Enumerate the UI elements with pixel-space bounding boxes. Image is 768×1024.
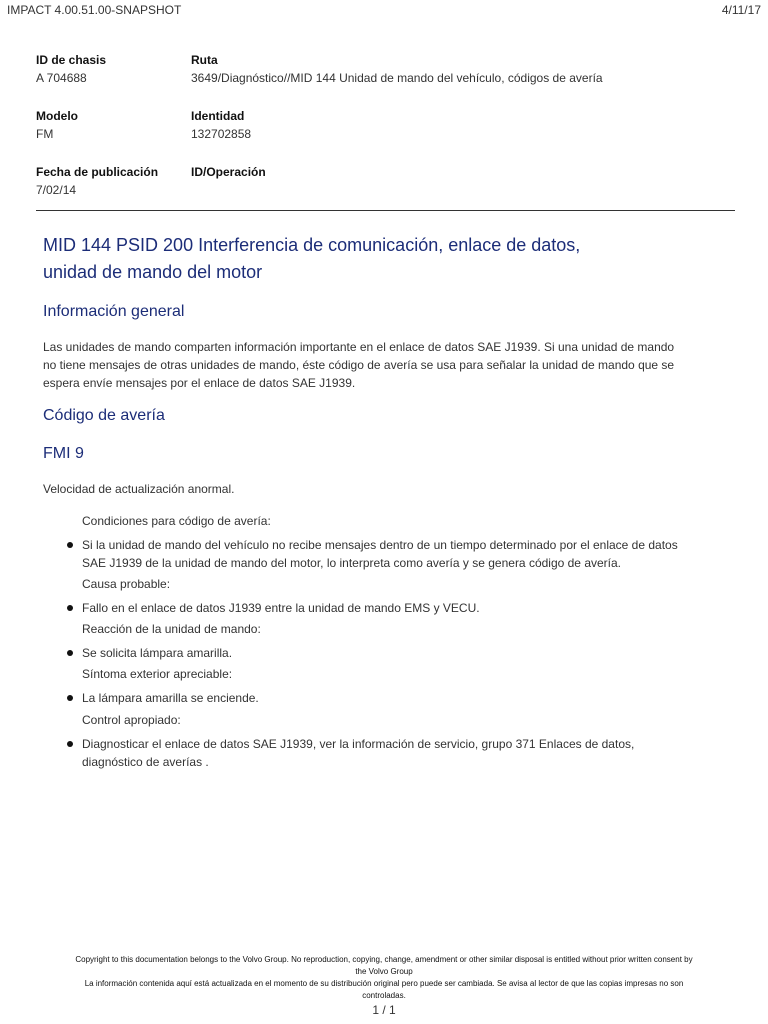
conditions-line-1: Si la unidad de mando del vehículo no recibe mensajes dentro de un tiempo determinado por el enlace de datos [82, 538, 678, 552]
metadata-table [36, 53, 736, 221]
control-line-2: diagnóstico de averías . [82, 755, 209, 769]
model-value: FM [36, 127, 54, 141]
model-label: Modelo [36, 109, 78, 123]
route-value: 3649/Diagnóstico//MID 144 Unidad de mando del vehículo, códigos de avería [191, 71, 603, 85]
general-line-1: Las unidades de mando comparten información importante en el enlace de datos SAE J1939. Si una unidad de mando [43, 340, 675, 354]
metadata-row-chassis [36, 53, 736, 109]
general-line-3: espera envíe mensajes por el enlace de datos SAE J1939. [43, 376, 356, 390]
symptom-label: Síntoma exterior apreciable: [82, 667, 233, 681]
general-line-2: no tiene mensajes de otras unidades de mando, éste código de avería se usa para señalar la unidad de mando que se [43, 358, 675, 372]
conditions-bullet [67, 536, 727, 572]
fmi-heading: FMI 9 [43, 445, 84, 462]
chassis-value: A 704688 [36, 71, 87, 85]
route-label: Ruta [191, 53, 218, 67]
info-line-2: controladas. [362, 991, 406, 1000]
operation-label: ID/Operación [191, 165, 266, 179]
symptom-text: La lámpara amarilla se enciende. [82, 691, 259, 705]
fmi-description: Velocidad de actualización anormal. [43, 482, 235, 496]
bullet-icon [67, 650, 73, 656]
cause-bullet [67, 599, 727, 617]
metadata-row-model [36, 109, 736, 165]
conditions-line-2: SAE J1939 de la unidad de mando del motor, lo interpreta como avería y se genera código de avería. [82, 556, 622, 570]
pubdate-label: Fecha de publicación [36, 165, 159, 179]
title-line-2: unidad de mando del motor [43, 262, 263, 282]
metadata-row-date [36, 165, 736, 221]
general-info-heading: Información general [43, 303, 185, 320]
general-info-text [43, 338, 733, 392]
conditions-label: Condiciones para código de avería: [82, 514, 271, 528]
divider [36, 210, 735, 211]
bullet-icon [67, 741, 73, 747]
control-label: Control apropiado: [82, 713, 181, 727]
print-date: 4/11/17 [721, 3, 761, 17]
symptom-bullet [67, 689, 727, 707]
control-line-1: Diagnosticar el enlace de datos SAE J1939, ver la información de servicio, grupo 371 Enlaces de datos, [82, 737, 635, 751]
reaction-label: Reacción de la unidad de mando: [82, 622, 261, 636]
bullet-icon [67, 605, 73, 611]
cause-text: Fallo en el enlace de datos J1939 entre la unidad de mando EMS y VECU. [82, 601, 480, 615]
control-bullet [67, 735, 727, 771]
identity-label: Identidad [191, 109, 245, 123]
reaction-text: Se solicita lámpara amarilla. [82, 646, 233, 660]
copyright-notice [30, 954, 738, 1002]
title-line-1: MID 144 PSID 200 Interferencia de comunicación, enlace de datos, [43, 235, 581, 255]
copyright-line-1: Copyright to this documentation belongs to the Volvo Group. No reproduction, copying, change, amendment or other similar disposal is entitled without prior written consent by [75, 955, 693, 964]
info-line-1: La información contenida aquí está actualizada en el momento de su distribución original pero puede ser cambiada. Se avisa al lector de que las copias impresas no son [84, 979, 684, 988]
fault-code-heading: Código de avería [43, 407, 165, 424]
pubdate-value: 7/02/14 [36, 183, 77, 197]
document-title [43, 232, 703, 286]
copyright-line-2: the Volvo Group [355, 967, 413, 976]
identity-value: 132702858 [191, 127, 252, 141]
bullet-icon [67, 542, 73, 548]
reaction-bullet [67, 644, 727, 662]
cause-label: Causa probable: [82, 577, 171, 591]
bullet-icon [67, 695, 73, 701]
page-number: 1 / 1 [372, 1003, 396, 1017]
chassis-label: ID de chasis [36, 53, 107, 67]
app-version: IMPACT 4.00.51.00-SNAPSHOT [7, 3, 182, 17]
